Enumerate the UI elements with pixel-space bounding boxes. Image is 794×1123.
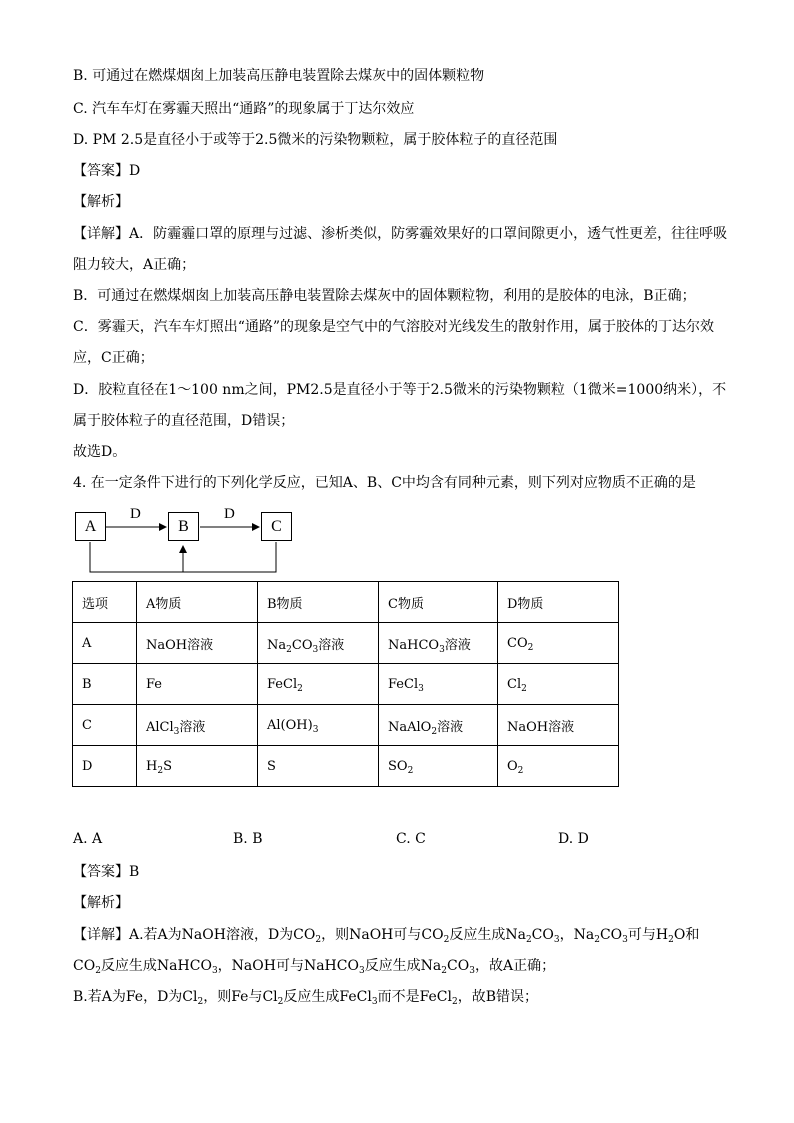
d-substance-cell: $O_2$	[498, 746, 619, 787]
choice-d: D. D	[558, 831, 589, 847]
header-cell: A物质	[137, 582, 258, 623]
choice-b: B. B	[233, 831, 263, 847]
header-cell: C物质	[379, 582, 498, 623]
arrow-label-1: D	[130, 506, 141, 522]
detail2-line-1: 【详解】A.若A为NaOH溶液，D为$CO_2$，则NaOH可与$CO_2$反应生成$Na_2CO_3$，$Na_2CO_3$可与$H_2O$和	[73, 927, 700, 945]
arrow-label-2: D	[224, 506, 235, 522]
box-b: B	[168, 512, 199, 541]
choice-c: C. C	[396, 831, 426, 847]
table-header-row	[73, 582, 619, 623]
d-substance-cell: NaOH溶液	[498, 705, 619, 746]
analysis-label-2: 【解析】	[73, 895, 129, 911]
option-d-text: D. PM 2.5是直径小于或等于2.5微米的污染物颗粒，属于胶体粒子的直径范围	[73, 132, 558, 148]
question-4-stem: 4. 在一定条件下进行的下列化学反应，已知A、B、C中均含有同种元素，则下列对应物质不正确的是	[73, 475, 696, 491]
option-cell: D	[73, 746, 137, 787]
conclusion-line: 故选D。	[73, 444, 127, 460]
detail-d-line-2: 属于胶体粒子的直径范围，D错误；	[73, 413, 295, 429]
detail-b-line: B．可通过在燃煤烟囱上加装高压静电装置除去煤灰中的固体颗粒物，利用的是胶体的电泳，B正确；	[73, 288, 696, 304]
table-row	[73, 664, 619, 705]
answer-label-2: 【答案】B	[73, 864, 140, 880]
box-a: A	[75, 512, 106, 541]
c-substance-cell: FeCl$_3$	[379, 664, 498, 705]
header-cell: D物质	[498, 582, 619, 623]
option-cell: C	[73, 705, 137, 746]
a-substance-cell: $H_2S$	[137, 746, 258, 787]
detail-a-line-2: 阻力较大，A正确；	[73, 257, 196, 273]
d-substance-cell: $Cl_2$	[498, 664, 619, 705]
c-substance-cell: NaHCO$_3$溶液	[379, 623, 498, 664]
option-b-text: B. 可通过在燃煤烟囱上加装高压静电装置除去煤灰中的固体颗粒物	[73, 68, 485, 84]
b-substance-cell: FeCl$_2$	[258, 664, 379, 705]
answer-label: 【答案】D	[73, 163, 141, 179]
detail-c-line-2: 应，C正确；	[73, 350, 154, 366]
table-row	[73, 623, 619, 664]
reaction-diagram	[72, 506, 302, 576]
detail-c-line-1: C．雾霾天，汽车车灯照出“通路”的现象是空气中的气溶胶对光线发生的散射作用，属于胶体的丁达尔效	[73, 319, 715, 335]
analysis-label: 【解析】	[73, 194, 129, 210]
d-substance-cell: $CO_2$	[498, 623, 619, 664]
detail2-line-2: $CO_2$反应生成NaHCO$_3$，NaOH可与NaHCO$_3$反应生成$Na_2CO_3$，故A正确；	[73, 958, 556, 976]
option-cell: A	[73, 623, 137, 664]
detail-a-line-1: 【详解】A．防霾霾口罩的原理与过滤、渗析类似，防雾霾效果好的口罩间隙更小，透气性更差，往往呼吸	[73, 226, 728, 242]
c-substance-cell: NaAlO$_2$溶液	[379, 705, 498, 746]
option-c-text: C. 汽车车灯在雾霾天照出“通路”的现象属于丁达尔效应	[73, 101, 415, 117]
c-substance-cell: $SO_2$	[379, 746, 498, 787]
header-cell: 选项	[73, 582, 137, 623]
choice-a: A. A	[73, 831, 103, 847]
detail2-line-3: B.若A为Fe，D为$Cl_2$，则Fe与$Cl_2$反应生成FeCl$_3$而不是FeCl$_2$，故B错误；	[73, 989, 539, 1007]
detail-d-line-1: D．胶粒直径在1～100 nm之间，PM2.5是直径小于等于2.5微米的污染物颗粒（1微米=1000纳米），不	[73, 382, 727, 398]
a-substance-cell: NaOH溶液	[137, 623, 258, 664]
table-row	[73, 705, 619, 746]
b-substance-cell: S	[258, 746, 379, 787]
a-substance-cell: Fe	[137, 664, 258, 705]
b-substance-cell: $Na_2CO_3$溶液	[258, 623, 379, 664]
table-row	[73, 746, 619, 787]
option-cell: B	[73, 664, 137, 705]
b-substance-cell: $Al(OH)_3$	[258, 705, 379, 746]
a-substance-cell: AlCl$_3$溶液	[137, 705, 258, 746]
options-table	[72, 581, 619, 787]
box-c: C	[261, 512, 292, 541]
header-cell: B物质	[258, 582, 379, 623]
